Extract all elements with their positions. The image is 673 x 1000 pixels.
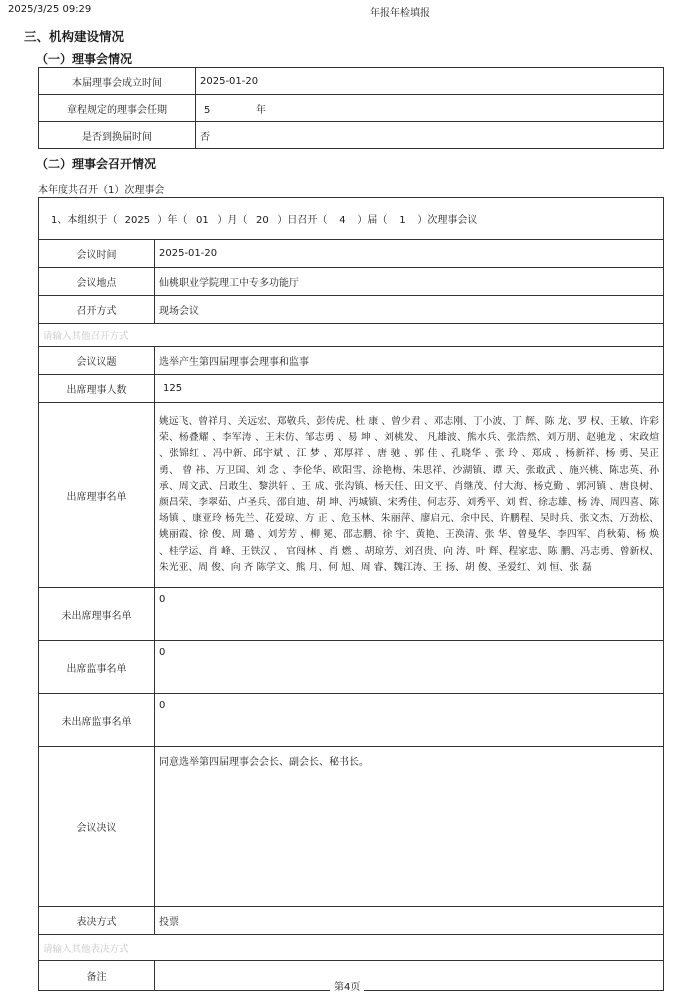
meeting-mode-row bbox=[39, 296, 664, 324]
page-number: 第4页 bbox=[330, 978, 364, 993]
meeting-time-value: 2025-01-20 bbox=[155, 240, 664, 268]
board-established-label: 本届理事会成立时间 bbox=[39, 68, 196, 95]
meeting-count-line: 本年度共召开（1）次理事会 bbox=[38, 185, 165, 196]
attend-count-label: 出席理事人数 bbox=[39, 375, 155, 403]
board-info-title: （一）理事会情况 bbox=[36, 52, 133, 66]
document-title: 年报年检填报 bbox=[370, 8, 430, 19]
attendees-row bbox=[39, 403, 664, 588]
present-supervisors-label: 出席监事名单 bbox=[39, 641, 155, 694]
absent-supervisors-label: 未出席监事名单 bbox=[39, 694, 155, 747]
absent-supervisors-row bbox=[39, 694, 664, 747]
intro-text: ）月（ bbox=[217, 215, 248, 226]
intro-text: ）日召开（ bbox=[277, 215, 328, 226]
other-mode-row bbox=[39, 324, 664, 347]
row-board-term bbox=[39, 95, 664, 122]
meeting-time-row bbox=[39, 240, 664, 268]
meeting-time-label: 会议时间 bbox=[39, 240, 155, 268]
resolution-label: 会议决议 bbox=[39, 747, 155, 907]
reelection-due-value: 否 bbox=[196, 122, 664, 149]
other-vote-row bbox=[39, 935, 664, 961]
board-established-value: 2025-01-20 bbox=[196, 68, 664, 95]
intro-text: 1、本组织于（ bbox=[51, 215, 118, 226]
vote-label: 表决方式 bbox=[39, 907, 155, 935]
meeting-mode-label: 召开方式 bbox=[39, 296, 155, 324]
board-term-value: 5 bbox=[204, 104, 211, 116]
attend-count-value: 125 bbox=[155, 375, 664, 403]
meeting-place-value: 仙桃职业学院理工中专多功能厅 bbox=[155, 268, 664, 296]
present-supervisors-value: 0 bbox=[155, 641, 664, 694]
present-supervisors-row bbox=[39, 641, 664, 694]
resolution-row bbox=[39, 747, 664, 907]
meeting-term: 4 bbox=[339, 215, 346, 226]
reelection-due-label: 是否到换届时间 bbox=[39, 122, 196, 149]
other-mode-input[interactable]: 请输入其他召开方式 bbox=[39, 324, 664, 347]
meeting-mode-value: 现场会议 bbox=[155, 296, 664, 324]
remark-label: 备注 bbox=[39, 961, 155, 991]
other-vote-input[interactable]: 请输入其他表决方式 bbox=[39, 935, 664, 961]
meeting-intro-row bbox=[39, 198, 664, 240]
row-reelection-due bbox=[39, 122, 664, 149]
absent-directors-value: 0 bbox=[155, 588, 664, 641]
absent-directors-row bbox=[39, 588, 664, 641]
meeting-intro bbox=[39, 198, 664, 240]
meeting-place-row bbox=[39, 268, 664, 296]
row-board-established bbox=[39, 68, 664, 95]
absent-directors-label: 未出席理事名单 bbox=[39, 588, 155, 641]
board-term-cell bbox=[196, 95, 664, 122]
remark-value[interactable] bbox=[155, 961, 664, 991]
meeting-table bbox=[38, 197, 664, 991]
section-title: 三、机构建设情况 bbox=[24, 29, 125, 44]
intro-text: ）届（ bbox=[357, 215, 388, 226]
meeting-topic-row bbox=[39, 347, 664, 375]
attend-count-row bbox=[39, 375, 664, 403]
vote-row bbox=[39, 907, 664, 935]
intro-text: ）次理事会议 bbox=[417, 215, 478, 226]
attendees-label: 出席理事名单 bbox=[39, 403, 155, 588]
meeting-topic-label: 会议议题 bbox=[39, 347, 155, 375]
attendees-list: 姚远飞、曾祥月、关远宏、郑敬兵、彭传虎、杜 康 、曾少君 、邓志刚、丁小波、丁 辉、陈 龙、罗 权、王敏、许彩荣、杨叠耀 、李军涛 、王末仿、邹志勇 、易 坤 、刘桃发、 凡雄波、熊水兵、张浩然、刘万朋、赵驰龙 、宋政煊 、张锦红 、冯中新、邱宇斌 、江 梦 、郑厚祥 、唐 驰 、郭 佳 、孔晓华 、张 玲 、郑成 、杨新祥、杨 勇、吴正勇、 曾 祎、万卫国、刘 念 、李伦华、欧阳雪、涂艳梅、朱思祥、沙湖镇、谭 天、张敢武 、施兴桃、陈忠英、孙 承、周文武、吕敢生、黎洪轩 、王 成、张沟镇、杨天任、田文平、肖继茂、付大海、杨克勤 、郭河镇 、唐良树、颜昌荣、李翠茹、卢圣兵、邵自迪、胡 坤、沔城镇、宋秀佳、何志芬、刘秀平、刘 哲、徐志雄、杨 涛、周四喜、陈场镇 、康亚玲 杨先兰、花爱琼、方 正 、危玉林、朱丽萍、廖启元、余中民、许鹏程、吴时兵、张文杰、万劲松、姚丽霞、徐 俊、周 璐 、刘芳芳 、柳 冕、邵志鹏、徐 宇、黄艳、王涣清、张 华、曾曼华、李四军、肖秋菊、杨 焕 、桂学运、肖 峰、王铁汉 、 官闯林 、肖 燃 、胡琼芳、刘召贵、向 涛、叶 辉、程家忠、陈 鹏、冯志勇、曾新权、朱光亚、周 俊、向 齐 陈学文、熊 月、何 旭、周 睿、魏江涛、王 扬、胡 俊、圣爱红、刘 恒、张 磊 bbox=[155, 403, 664, 588]
intro-text: ）年（ bbox=[157, 215, 188, 226]
meeting-session: 1 bbox=[399, 215, 406, 226]
print-datetime: 2025/3/25 09:29 bbox=[8, 4, 92, 15]
resolution-value: 同意选举第四届理事会会长、副会长、秘书长。 bbox=[155, 747, 664, 907]
meeting-day: 20 bbox=[256, 215, 269, 226]
meetings-title: （二）理事会召开情况 bbox=[36, 157, 157, 171]
board-term-unit: 年 bbox=[256, 104, 266, 116]
board-info-table bbox=[38, 67, 664, 149]
meeting-year: 2025 bbox=[124, 215, 151, 226]
absent-supervisors-value: 0 bbox=[155, 694, 664, 747]
meeting-place-label: 会议地点 bbox=[39, 268, 155, 296]
vote-value: 投票 bbox=[155, 907, 664, 935]
board-term-label: 章程规定的理事会任期 bbox=[39, 95, 196, 122]
meeting-month: 01 bbox=[196, 215, 209, 226]
meeting-topic-value: 选举产生第四届理事会理事和监事 bbox=[155, 347, 664, 375]
